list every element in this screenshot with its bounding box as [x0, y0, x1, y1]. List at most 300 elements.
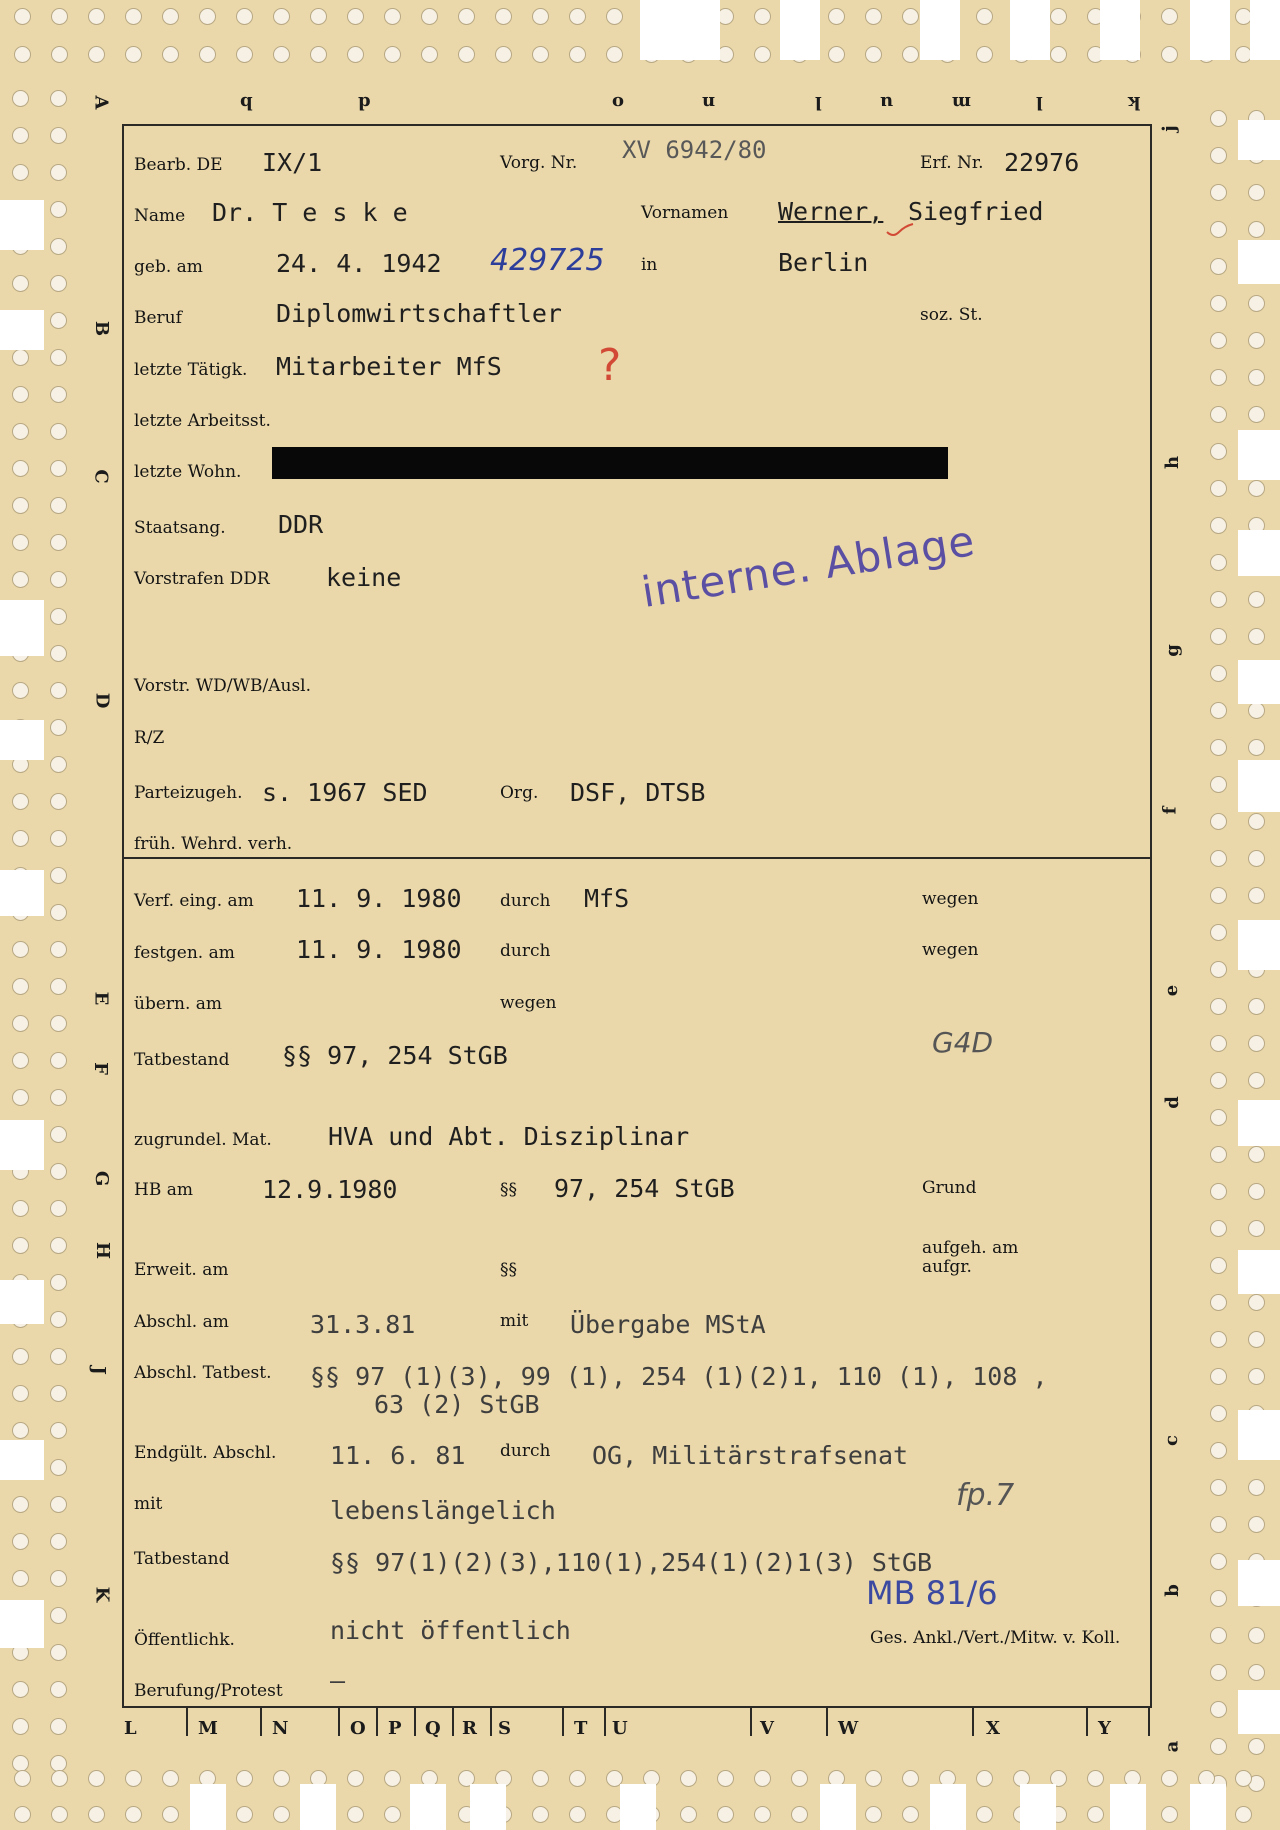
punch-hole [50, 1052, 67, 1069]
punch-hole [828, 8, 845, 25]
edge-notch [620, 1784, 656, 1830]
edge-letter: F [89, 1062, 111, 1075]
punch-hole [1210, 1146, 1227, 1163]
edge-letter: d [358, 92, 371, 113]
punch-hole [50, 645, 67, 662]
punch-hole [1210, 813, 1227, 830]
edge-letter: T [574, 1718, 588, 1739]
punch-hole [717, 1770, 734, 1787]
punch-hole [1248, 1331, 1265, 1348]
punch-hole [12, 460, 29, 477]
edge-notch [300, 1784, 336, 1830]
punch-hole [14, 1806, 31, 1823]
edge-letter: P [388, 1718, 402, 1739]
durch1-value: MfS [584, 884, 630, 913]
punch-hole [50, 1200, 67, 1217]
punch-hole [12, 349, 29, 366]
edge-letter: c [1160, 1435, 1182, 1446]
edge-letter: M [198, 1718, 218, 1739]
punch-hole [50, 497, 67, 514]
punch-hole [347, 8, 364, 25]
punch-hole [1210, 924, 1227, 941]
punch-hole [1210, 1664, 1227, 1681]
punch-hole [1248, 1183, 1265, 1200]
punch-hole [12, 423, 29, 440]
edge-letter: e [1161, 984, 1183, 997]
red-check-mark [885, 222, 915, 238]
edge-notch [1238, 1250, 1280, 1294]
punch-hole [1248, 591, 1265, 608]
punch-hole [532, 1806, 549, 1823]
wegen1-label: wegen [922, 889, 979, 909]
bottom-punch-strip [0, 1706, 1280, 1830]
handwritten-g4d: G4D [932, 1026, 994, 1059]
edge-notch [0, 1280, 44, 1324]
punch-hole [865, 1806, 882, 1823]
punch-hole [12, 1496, 29, 1513]
punch-hole [199, 46, 216, 63]
punch-hole [50, 460, 67, 477]
punch-hole [1248, 1035, 1265, 1052]
partei-value: s. 1967 SED [262, 778, 428, 807]
interne-ablage-stamp: interne. Ablage [638, 515, 979, 617]
edge-notch [1190, 1784, 1226, 1830]
punch-hole [1210, 1109, 1227, 1126]
punch-hole [50, 1089, 67, 1106]
punch-hole [1248, 1294, 1265, 1311]
punch-hole [1210, 628, 1227, 645]
punch-hole [88, 8, 105, 25]
edge-letter: H [92, 1241, 114, 1260]
edge-notch [1238, 240, 1280, 284]
punch-hole [50, 312, 67, 329]
bearb-label: Bearb. DE [134, 155, 223, 175]
abschl-tatbest-line2: 63 (2) StGB [374, 1390, 540, 1419]
abschl-value: 31.3.81 [310, 1310, 416, 1339]
punch-hole [12, 1422, 29, 1439]
uebern-label: übern. am [134, 994, 223, 1014]
punch-hole [1210, 1516, 1227, 1533]
punch-hole [125, 1770, 142, 1787]
handwritten-mb: MB 81/6 [866, 1574, 998, 1612]
wehrd-label: früh. Wehrd. verh. [134, 834, 293, 854]
edge-notch [1238, 760, 1280, 812]
punch-hole [976, 1770, 993, 1787]
punch-hole [1210, 147, 1227, 164]
wohn-label: letzte Wohn. [134, 462, 242, 482]
verf-label: Verf. eing. am [134, 891, 254, 911]
vorstrafen-label: Vorstrafen DDR [134, 569, 270, 589]
edge-letter: D [91, 692, 113, 709]
punch-hole [1248, 1146, 1265, 1163]
abschl-tatbest-line1: §§ 97 (1)(3), 99 (1), 254 (1)(2)1, 110 (1), 108 , [310, 1362, 1048, 1391]
punch-hole [384, 1806, 401, 1823]
edge-divider [376, 1706, 378, 1736]
punch-hole [532, 46, 549, 63]
punch-hole [162, 1806, 179, 1823]
punch-hole [50, 534, 67, 551]
org-value: DSF, DTSB [570, 778, 706, 807]
punch-hole [12, 497, 29, 514]
punch-hole [1210, 887, 1227, 904]
edge-notch [820, 1784, 856, 1830]
name-value: Dr. T e s k e [212, 198, 408, 227]
hb-para-label: §§ [500, 1180, 517, 1200]
taetigk-label: letzte Tätigk. [134, 360, 248, 380]
mit1-label: mit [500, 1311, 529, 1331]
punch-hole [1210, 1442, 1227, 1459]
punch-hole [1210, 1257, 1227, 1274]
punch-hole [125, 46, 142, 63]
punch-hole [384, 8, 401, 25]
edge-letter: A [90, 95, 112, 110]
punch-hole [14, 8, 31, 25]
edge-letter: d [1161, 1096, 1183, 1109]
punch-hole [50, 349, 67, 366]
arbeitsst-label: letzte Arbeitsst. [134, 411, 271, 431]
punch-hole [1050, 46, 1067, 63]
punch-hole [12, 1385, 29, 1402]
punch-hole [50, 867, 67, 884]
handwritten-fp7: fp.7 [956, 1478, 1015, 1513]
erf-label: Erf. Nr. [920, 153, 984, 173]
punch-hole [1248, 998, 1265, 1015]
punch-hole [12, 830, 29, 847]
punch-hole [50, 1570, 67, 1587]
punch-hole [1210, 184, 1227, 201]
punch-hole [754, 1806, 771, 1823]
punch-hole [50, 1385, 67, 1402]
endg-value: 11. 6. 81 [330, 1441, 466, 1470]
edge-notch [0, 1600, 44, 1648]
punch-hole [421, 8, 438, 25]
aufgr-label: aufgr. [922, 1257, 972, 1277]
punch-hole [1210, 332, 1227, 349]
edge-notch [0, 310, 44, 350]
punch-hole [50, 1348, 67, 1365]
punch-hole [1235, 1770, 1252, 1787]
bearb-value: IX/1 [262, 148, 323, 177]
edge-notch [1110, 1784, 1146, 1830]
punch-hole [50, 1126, 67, 1143]
edge-letter: b [1161, 1584, 1183, 1597]
punch-hole [162, 46, 179, 63]
punch-hole [1161, 46, 1178, 63]
punch-hole [236, 1806, 253, 1823]
name-label: Name [134, 206, 186, 226]
punch-hole [12, 386, 29, 403]
vorg-value: XV 6942/80 [622, 136, 767, 164]
edge-letter: n [702, 92, 716, 113]
punch-hole [458, 46, 475, 63]
punch-hole [384, 1770, 401, 1787]
durch3-label: durch [500, 1441, 551, 1461]
punch-hole [976, 8, 993, 25]
edge-letter: C [90, 469, 112, 484]
punch-hole [50, 1496, 67, 1513]
punch-hole [50, 1607, 67, 1624]
punch-hole [1210, 369, 1227, 386]
punch-hole [606, 8, 623, 25]
punch-hole [1248, 1479, 1265, 1496]
punch-hole [1210, 295, 1227, 312]
punch-hole [125, 1806, 142, 1823]
tatbestand2-label: Tatbestand [134, 1549, 230, 1569]
durch3-value: OG, Militärstrafsenat [592, 1441, 909, 1470]
punch-hole [199, 8, 216, 25]
punch-hole [50, 1015, 67, 1032]
punch-hole [569, 8, 586, 25]
punch-hole [50, 164, 67, 181]
punch-hole [50, 1459, 67, 1476]
verf-value: 11. 9. 1980 [296, 884, 462, 913]
punch-hole [1248, 1627, 1265, 1644]
erf-value: 22976 [1004, 148, 1080, 177]
red-question-mark: ? [598, 340, 622, 391]
edge-letter: Q [425, 1718, 441, 1739]
punch-hole [1210, 1220, 1227, 1237]
punch-hole [162, 1770, 179, 1787]
edge-notch [1250, 0, 1280, 60]
punch-hole [50, 830, 67, 847]
punch-hole [1210, 258, 1227, 275]
oeffentl-value: nicht öffentlich [330, 1616, 571, 1645]
punch-hole [569, 46, 586, 63]
soz-label: soz. St. [920, 305, 983, 325]
mat-label: zugrundel. Mat. [134, 1130, 272, 1150]
org-label: Org. [500, 783, 539, 803]
punch-hole [1248, 332, 1265, 349]
punch-hole [310, 46, 327, 63]
punch-hole [1248, 1072, 1265, 1089]
punch-hole [754, 8, 771, 25]
punch-hole [865, 8, 882, 25]
punch-hole [50, 719, 67, 736]
punch-hole [50, 1422, 67, 1439]
edge-letter: k [1128, 92, 1141, 113]
punch-hole [12, 1015, 29, 1032]
punch-hole [495, 46, 512, 63]
punch-hole [347, 1806, 364, 1823]
edge-notch [1238, 1560, 1280, 1606]
punch-hole [88, 1806, 105, 1823]
punch-hole [50, 793, 67, 810]
edge-notch [920, 0, 960, 60]
punch-hole [12, 1237, 29, 1254]
punch-hole [1210, 1035, 1227, 1052]
punch-hole [902, 1806, 919, 1823]
festgen-value: 11. 9. 1980 [296, 935, 462, 964]
punch-hole [88, 1770, 105, 1787]
edge-divider [826, 1706, 828, 1736]
punch-hole [50, 1274, 67, 1291]
edge-divider [490, 1706, 492, 1736]
edge-notch [1238, 120, 1280, 160]
edge-letter: U [612, 1718, 628, 1739]
punch-hole [680, 1770, 697, 1787]
punch-hole [12, 534, 29, 551]
edge-letter: R [462, 1718, 477, 1739]
punch-hole [1248, 221, 1265, 238]
punch-hole [50, 275, 67, 292]
staatsang-value: DDR [278, 510, 324, 539]
edge-letter: f [1159, 806, 1181, 815]
punch-hole [14, 46, 31, 63]
abschl-tatbest-label: Abschl. Tatbest. [134, 1363, 272, 1383]
edge-notch [1238, 920, 1280, 970]
edge-notch [1238, 530, 1280, 576]
punch-hole [162, 8, 179, 25]
punch-hole [828, 46, 845, 63]
punch-hole [865, 46, 882, 63]
punch-hole [50, 1237, 67, 1254]
edge-divider [972, 1706, 974, 1736]
punch-hole [532, 1770, 549, 1787]
right-punch-strip [1150, 100, 1280, 1800]
edge-notch [410, 1784, 446, 1830]
punch-hole [1210, 480, 1227, 497]
punch-hole [791, 1806, 808, 1823]
edge-divider [452, 1706, 454, 1736]
punch-hole [50, 423, 67, 440]
punch-hole [1248, 295, 1265, 312]
punch-hole [1235, 1806, 1252, 1823]
punch-hole [1210, 1479, 1227, 1496]
punch-hole [50, 571, 67, 588]
punch-hole [532, 8, 549, 25]
punch-hole [51, 1806, 68, 1823]
beruf-value: Diplomwirtschaftler [276, 299, 562, 328]
punch-hole [50, 608, 67, 625]
edge-notch [190, 1784, 226, 1830]
edge-letter: E [90, 991, 112, 1006]
punch-hole [12, 275, 29, 292]
edge-notch [0, 200, 44, 250]
edge-notch [0, 1440, 44, 1480]
punch-hole [1210, 998, 1227, 1015]
mit2-value: lebenslängelich [330, 1496, 556, 1525]
vornamen-rest: Siegfried [908, 197, 1044, 226]
punch-hole [273, 8, 290, 25]
edge-letter: B [91, 320, 113, 337]
punch-hole [791, 1770, 808, 1787]
section-divider [122, 857, 1150, 859]
edge-letter: l [1036, 92, 1043, 113]
vorstrafen-value: keine [326, 563, 402, 592]
punch-hole [12, 1052, 29, 1069]
berufung-value: — [330, 1666, 346, 1695]
punch-hole [1248, 628, 1265, 645]
wegen2-label: wegen [922, 940, 979, 960]
grund-label: Grund [922, 1178, 977, 1198]
edge-letter: S [498, 1718, 511, 1739]
punch-hole [1248, 813, 1265, 830]
edge-letter: m [952, 92, 972, 113]
punch-hole [902, 1770, 919, 1787]
punch-hole [51, 1770, 68, 1787]
berufung-label: Berufung/Protest [134, 1681, 283, 1701]
punch-hole [12, 1348, 29, 1365]
punch-hole [1248, 1516, 1265, 1533]
punch-hole [50, 386, 67, 403]
aufgeh-label: aufgeh. am [922, 1238, 1019, 1258]
punch-hole [569, 1770, 586, 1787]
vorstr-wd-label: Vorstr. WD/WB/Ausl. [134, 676, 312, 696]
punch-hole [1248, 1664, 1265, 1681]
edge-notch [1238, 1100, 1280, 1146]
edge-notch [0, 600, 44, 656]
punch-hole [717, 1806, 734, 1823]
punch-hole [754, 46, 771, 63]
punch-hole [12, 127, 29, 144]
edge-letter: l [815, 92, 822, 113]
punch-hole [1248, 406, 1265, 423]
punch-hole [12, 1089, 29, 1106]
vorg-label: Vorg. Nr. [500, 153, 578, 173]
edge-letter: L [124, 1718, 137, 1739]
punch-hole [458, 8, 475, 25]
punch-hole [1248, 850, 1265, 867]
punch-hole [50, 904, 67, 921]
punch-hole [273, 1806, 290, 1823]
punch-hole [384, 46, 401, 63]
punch-hole [12, 1533, 29, 1550]
edge-letter: u [880, 92, 894, 113]
tatbestand2-value: §§ 97(1)(2)(3),110(1),254(1)(2)1(3) StGB [330, 1548, 933, 1577]
punch-hole [1210, 1627, 1227, 1644]
oeffentl-label: Öffentlichk. [134, 1630, 235, 1650]
edge-notch [680, 0, 720, 60]
punch-hole [1210, 1368, 1227, 1385]
punch-hole [310, 8, 327, 25]
edge-letter: N [272, 1718, 289, 1739]
erweit-para-label: §§ [500, 1260, 517, 1280]
edge-divider [604, 1706, 606, 1736]
edge-notch [780, 0, 820, 60]
punch-hole [50, 1311, 67, 1328]
punch-hole [421, 46, 438, 63]
edge-notch [1190, 0, 1230, 60]
tatbestand-value: §§ 97, 254 StGB [282, 1041, 508, 1070]
abschl-label: Abschl. am [134, 1312, 229, 1332]
edge-notch [0, 870, 44, 916]
punch-hole [12, 941, 29, 958]
punch-hole [347, 1770, 364, 1787]
edge-divider [562, 1706, 564, 1736]
punch-hole [1087, 1806, 1104, 1823]
redaction-bar [272, 447, 948, 479]
punch-hole [347, 46, 364, 63]
edge-letter: K [91, 1586, 113, 1603]
edge-notch [0, 1120, 44, 1170]
punch-hole [50, 1533, 67, 1550]
punch-hole [1248, 887, 1265, 904]
hb-value: 12.9.1980 [262, 1175, 398, 1204]
punch-hole [1210, 1331, 1227, 1348]
punch-hole [50, 978, 67, 995]
geb-handwritten: 429725 [490, 243, 605, 278]
staatsang-label: Staatsang. [134, 518, 226, 538]
punch-hole [50, 1163, 67, 1180]
edge-divider [338, 1706, 340, 1736]
durch1-label: durch [500, 891, 551, 911]
punch-hole [902, 46, 919, 63]
edge-divider [260, 1706, 262, 1736]
edge-notch [1238, 660, 1280, 704]
erweit-label: Erweit. am [134, 1260, 229, 1280]
punch-hole [12, 793, 29, 810]
punch-hole [50, 1681, 67, 1698]
